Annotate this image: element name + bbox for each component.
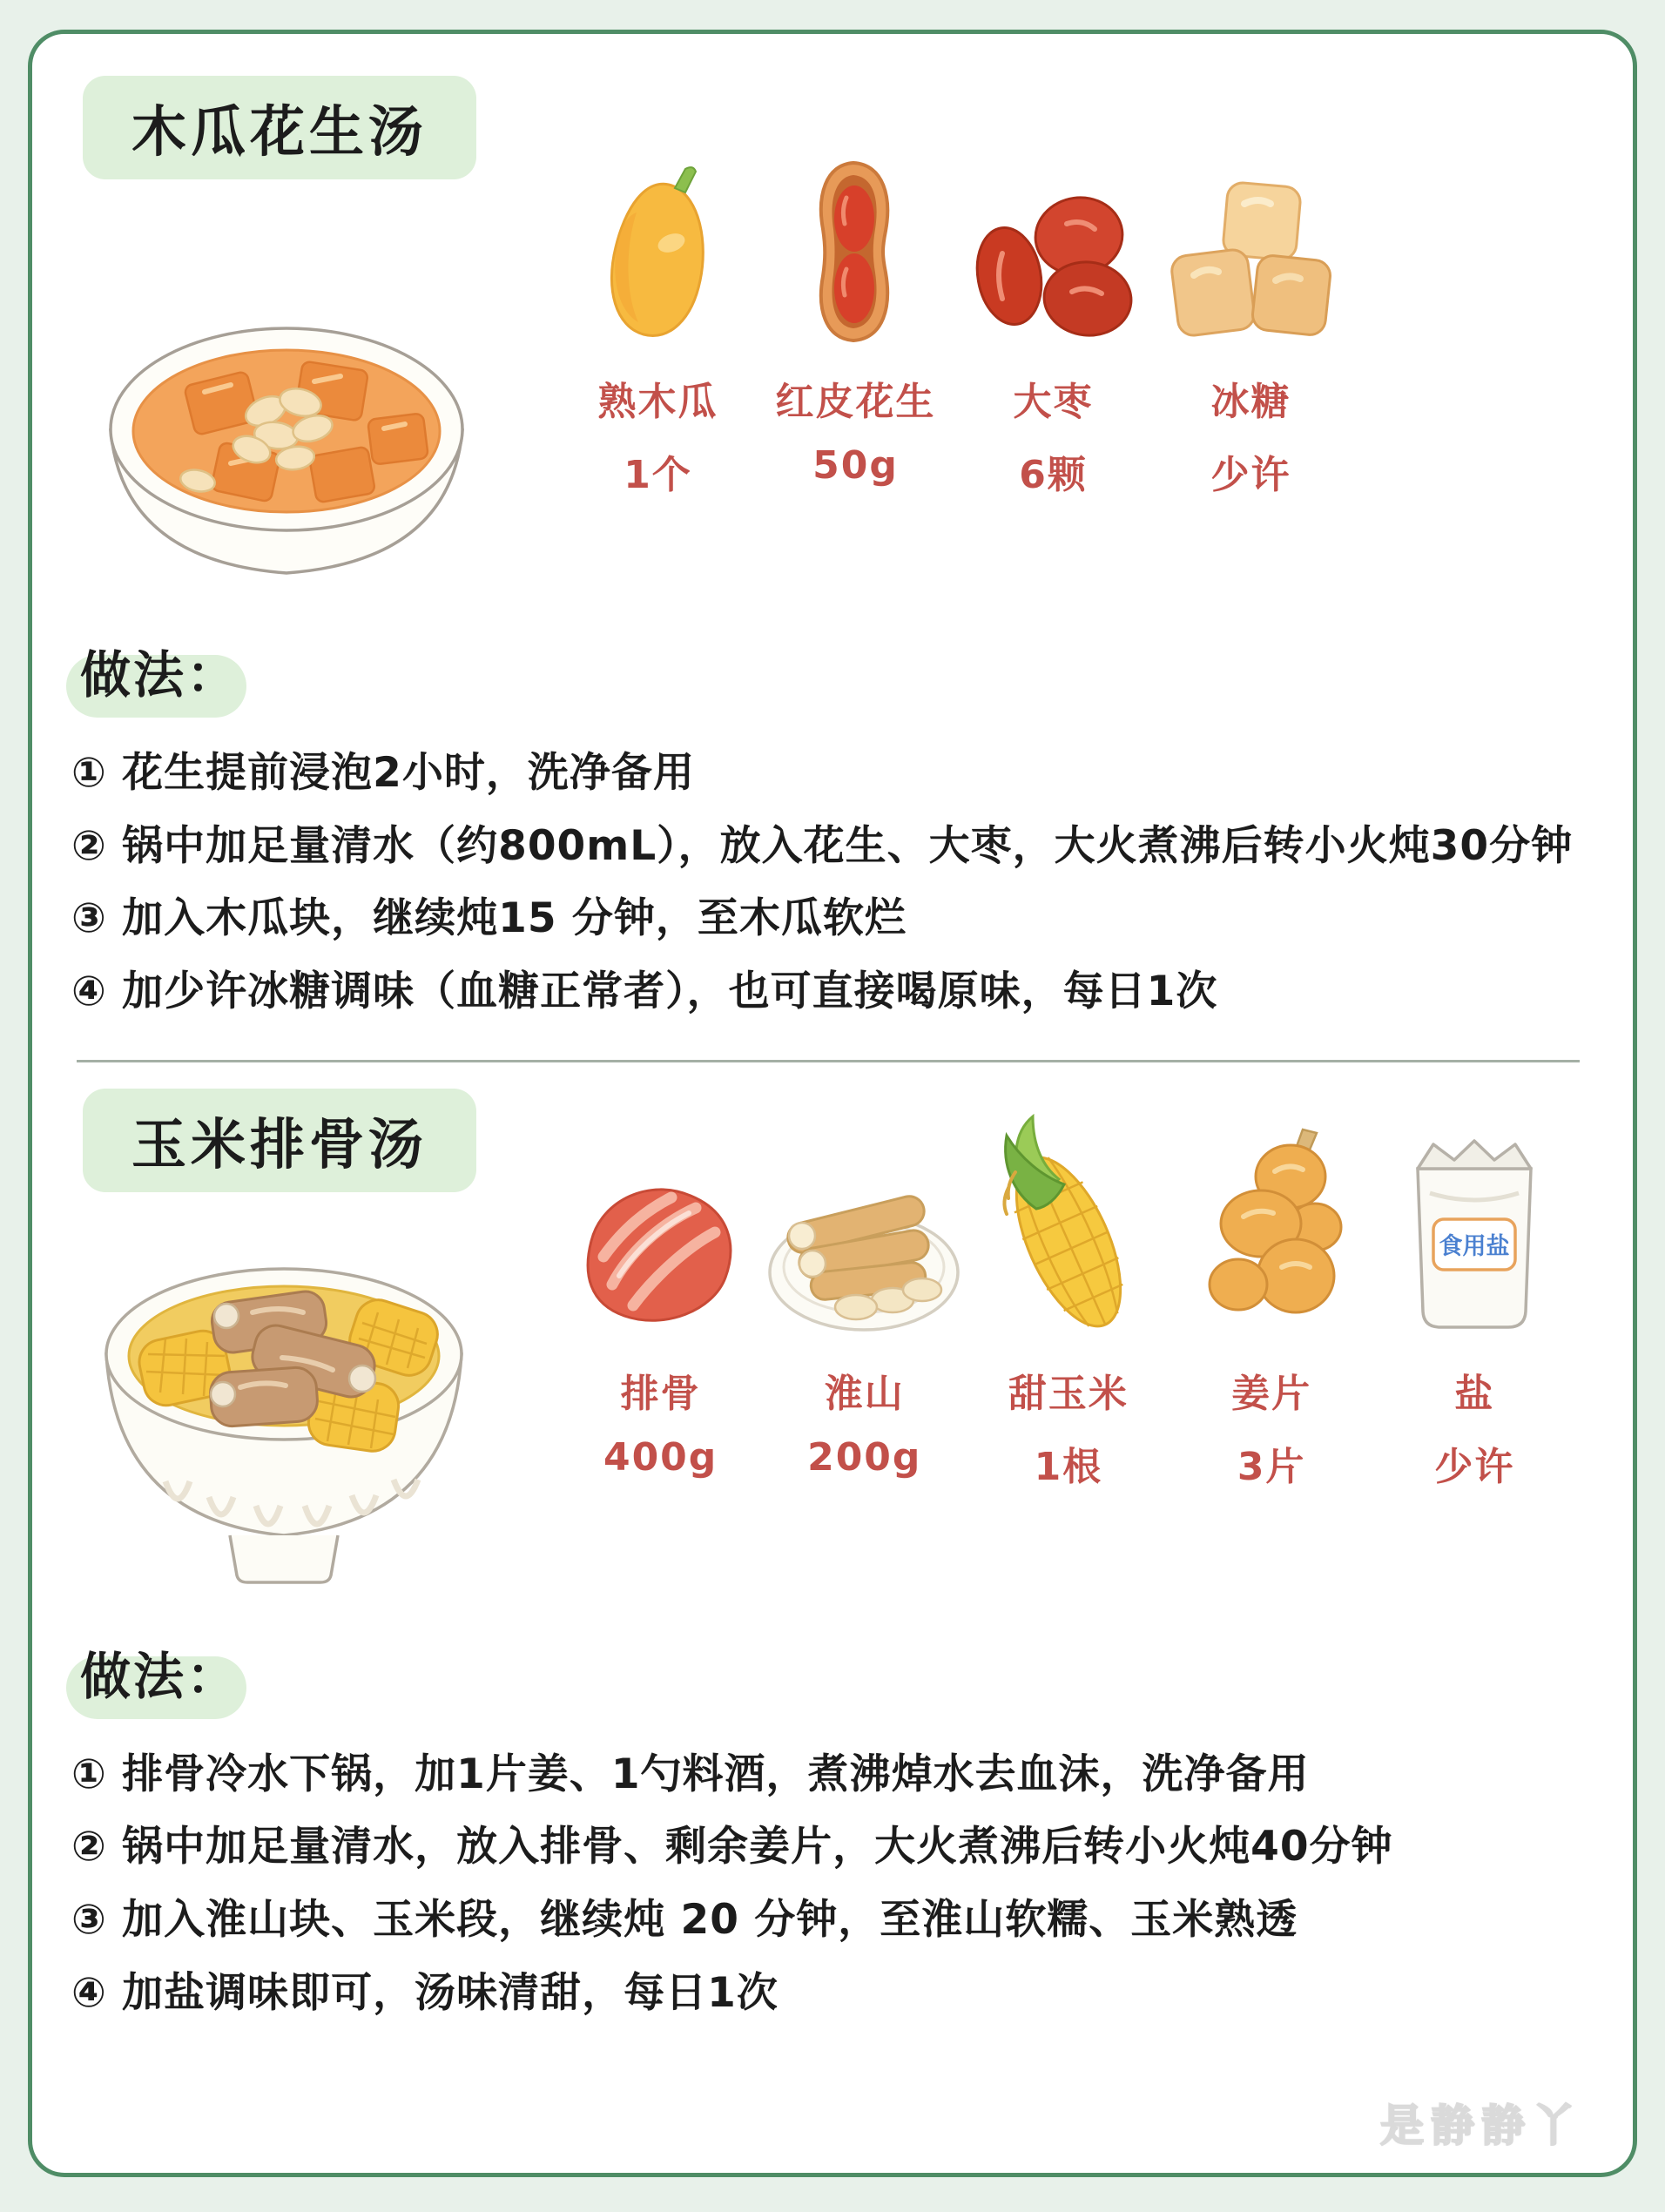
ginger-icon (1184, 1106, 1358, 1339)
method-step: ③ 加入木瓜块，继续炖15 分钟，至木瓜软烂 (71, 894, 907, 943)
method-section (71, 634, 1585, 1028)
ingredient-name: 姜片 (1231, 1371, 1312, 1416)
method-step: ④ 加少许冰糖调味（血糖正常者），也可直接喝原味，每日1次 (71, 967, 1218, 1015)
method-section (71, 1635, 1585, 2030)
soup-bowl-icon (93, 301, 481, 589)
red-skin-peanut-icon (801, 156, 910, 347)
ingredient-quantity: 1根 (1034, 1444, 1103, 1489)
ingredient-chinese-yam (762, 1106, 967, 1606)
method-step: ② 锅中加足量清水，放入排骨、剩余姜片，大火煮沸后转小火炖40分钟 (71, 1823, 1393, 1871)
ingredient-quantity: 3片 (1237, 1444, 1306, 1489)
recipe-header-area (71, 76, 1585, 592)
soup-bowl-icon (82, 1232, 487, 1602)
ingredient-name: 盐 (1454, 1371, 1495, 1416)
ingredient-name: 排骨 (620, 1371, 701, 1416)
method-step: ① 花生提前浸泡2小时，洗净备用 (71, 749, 695, 797)
recipe-title: 玉米排骨汤 (83, 1089, 476, 1192)
recipe-header-area (71, 1089, 1585, 1606)
ingredient-quantity: 少许 (1434, 1444, 1515, 1489)
pork-ribs-icon (567, 1106, 754, 1339)
recipe-papaya-peanut-soup (71, 76, 1585, 1028)
ingredient-name: 红皮花生 (775, 380, 936, 424)
ingredient-papaya (559, 156, 757, 592)
recipe-corn-rib-soup (71, 1089, 1585, 2030)
recipe-left-column (71, 76, 559, 592)
papaya-peanut-soup-bowl-illustration (93, 301, 559, 592)
section-divider (77, 1060, 1580, 1062)
salt-bag-label: 食用盐 (1439, 1232, 1510, 1260)
ingredient-red-skin-peanut (757, 156, 954, 592)
method-steps (71, 1738, 1585, 2030)
watermark: 是静静丫 (1380, 2101, 1582, 2151)
ingredient-name: 大枣 (1013, 380, 1094, 424)
ingredient-rock-sugar (1152, 156, 1350, 592)
papaya-icon (584, 156, 732, 347)
method-step: ④ 加盐调味即可，汤味清甜，每日1次 (71, 1968, 779, 2017)
ingredient-quantity: 6颗 (1019, 453, 1088, 497)
method-heading: 做法： (80, 634, 239, 707)
ingredient-jujube (954, 156, 1152, 592)
method-steps (71, 737, 1585, 1028)
sweet-corn-icon (977, 1106, 1160, 1339)
ingredient-name: 淮山 (824, 1371, 905, 1416)
method-heading: 做法： (80, 1635, 239, 1709)
chinese-yam-icon (762, 1106, 967, 1339)
jujube-dates-icon (964, 156, 1143, 347)
method-step: ③ 加入淮山块、玉米段，继续炖 20 分钟，至淮山软糯、玉米熟透 (71, 1895, 1298, 1944)
ingredient-quantity: 少许 (1210, 453, 1291, 497)
ingredient-quantity: 50g (812, 443, 899, 488)
salt-bag-icon (1392, 1106, 1557, 1339)
ingredient-ginger (1170, 1106, 1373, 1606)
method-step: ① 排骨冷水下锅，加1片姜、1勺料酒，煮沸焯水去血沫，洗净备用 (71, 1750, 1310, 1798)
ingredient-sweet-corn (967, 1106, 1170, 1606)
ingredient-name: 冰糖 (1210, 380, 1291, 424)
ingredient-pork-ribs (559, 1106, 762, 1606)
ingredient-quantity: 200g (807, 1434, 922, 1480)
corn-rib-soup-bowl-illustration (82, 1232, 559, 1606)
recipe-title: 木瓜花生汤 (83, 76, 476, 179)
method-step: ② 锅中加足量清水（约800mL），放入花生、大枣，大火煮沸后转小火炖30分钟 (71, 821, 1574, 870)
recipe-left-column (71, 1089, 559, 1606)
rock-sugar-icon (1164, 156, 1338, 347)
ingredient-quantity: 1个 (624, 453, 692, 497)
recipe-card (28, 30, 1637, 2177)
ingredient-list (559, 76, 1585, 592)
ingredient-quantity: 400g (603, 1434, 718, 1480)
ingredient-name: 熟木瓜 (597, 380, 718, 424)
ingredient-list (559, 1089, 1585, 1606)
ingredient-salt (1373, 1106, 1576, 1606)
ingredient-name: 甜玉米 (1008, 1371, 1129, 1416)
